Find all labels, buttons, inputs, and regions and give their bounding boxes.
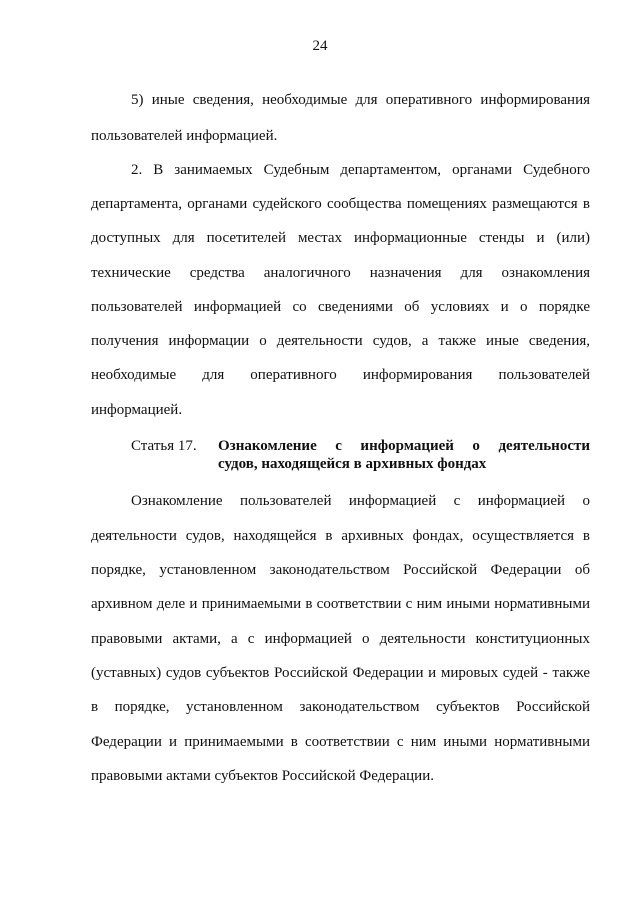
article-title-line-1: Ознакомление с информацией о деятельности bbox=[218, 438, 590, 454]
paragraph-3-line-4: архивном деле и принимаемыми в соответствии с ним иными нормативными bbox=[91, 596, 590, 612]
paragraph-2-line-7: необходимые для оперативного информирования пользователей bbox=[91, 367, 590, 383]
paragraph-3-line-1: Ознакомление пользователей информацией с информацией о bbox=[131, 493, 590, 509]
article-label: Статья 17. bbox=[131, 438, 197, 454]
page-number: 24 bbox=[312, 38, 328, 54]
paragraph-1-line-1: 5) иные сведения, необходимые для оперативного информирования bbox=[131, 92, 590, 108]
paragraph-1-line-2: пользователей информацией. bbox=[91, 128, 278, 144]
paragraph-3-line-7: в порядке, установленном законодательством субъектов Российской bbox=[91, 699, 590, 715]
paragraph-3-line-9: правовыми актами субъектов Российской Федерации. bbox=[91, 768, 434, 784]
paragraph-2-line-3: доступных для посетителей местах информационные стенды и (или) bbox=[91, 230, 590, 246]
paragraph-3-line-3: порядке, установленном законодательством Российской Федерации об bbox=[91, 562, 590, 578]
paragraph-3-line-2: деятельности судов, находящейся в архивных фондах, осуществляется в bbox=[91, 528, 590, 544]
paragraph-2-line-2: департамента, органами судейского сообщества помещениях размещаются в bbox=[91, 196, 590, 212]
paragraph-3-line-6: (уставных) судов субъектов Российской Федерации и мировых судей - также bbox=[91, 665, 590, 681]
paragraph-2-line-8: информацией. bbox=[91, 402, 183, 418]
article-title-line-2: судов, находящейся в архивных фондах bbox=[218, 456, 487, 472]
paragraph-2-line-4: технические средства аналогичного назначения для ознакомления bbox=[91, 265, 590, 281]
paragraph-2-line-5: пользователей информацией со сведениями об условиях и о порядке bbox=[91, 299, 590, 315]
paragraph-2-line-6: получения информации о деятельности судов, а также иные сведения, bbox=[91, 333, 590, 349]
paragraph-3-line-5: правовыми актами, а с информацией о деятельности конституционных bbox=[91, 631, 590, 647]
paragraph-3-line-8: Федерации и принимаемыми в соответствии с ним иными нормативными bbox=[91, 734, 590, 750]
paragraph-2-line-1: 2. В занимаемых Судебным департаментом, органами Судебного bbox=[131, 162, 590, 178]
